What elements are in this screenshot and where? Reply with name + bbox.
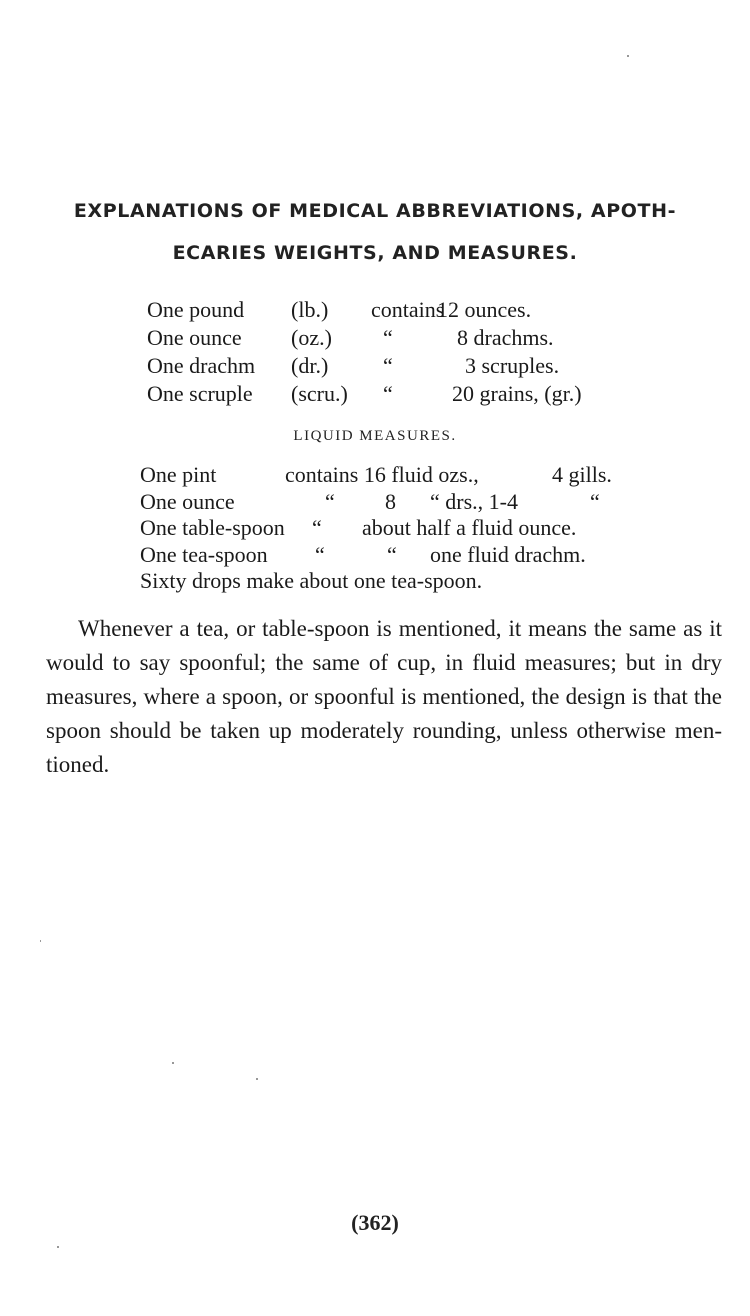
weight-abbr: (dr.) [291, 353, 329, 378]
section-heading-line-2: ECARIES WEIGHTS, AND MEASURES. [172, 242, 578, 264]
weight-abbr: (lb.) [291, 297, 329, 322]
weight-name: One drachm [147, 353, 256, 378]
weight-verb: “ [383, 353, 393, 378]
liquid-quantity: contains 16 fluid ozs., [285, 462, 479, 487]
weight-name: One ounce [147, 325, 242, 350]
liquid-equivalent: 4 gills. [552, 462, 612, 487]
liquid-quantity: about half a fluid ounce. [362, 515, 577, 540]
liquid-note-text: Sixty drops make about one tea-spoon. [140, 568, 483, 593]
scan-speck [57, 1246, 59, 1248]
weight-verb: “ [383, 381, 393, 406]
paragraph-text: Whenever a tea, or table-spoon is mentioned, it means the same as it would to say spoonful; the same of cup, in fluid measures; but in dry measures, where a spoon, or spoonful is mentioned, the design is that the spoon should be taken up moderately rounding, unless otherwise men- tioned. [46, 616, 722, 777]
weight-abbr: (scru.) [291, 381, 348, 406]
ditto-mark: “ [590, 488, 600, 514]
liquid-quantity: one fluid drachm. [430, 541, 586, 567]
weight-qty: 8 drachms. [457, 325, 554, 350]
weight-name: One scruple [147, 381, 253, 406]
scan-speck [172, 1062, 174, 1064]
section-heading-line-1: EXPLANATIONS OF MEDICAL ABBREVIATIONS, APOTH- [73, 200, 677, 222]
ditto-mark: “ [315, 541, 325, 567]
liquid-measures-heading: LIQUID MEASURES. [293, 428, 457, 444]
liquid-name: One pint [140, 462, 217, 487]
spoon-explanation-paragraph [46, 612, 722, 782]
weight-name: One pound [147, 297, 245, 322]
liquid-name: One tea-spoon [140, 541, 268, 567]
liquid-name: One ounce [140, 488, 235, 514]
ditto-mark: “ [325, 488, 335, 514]
scan-speck [40, 940, 41, 942]
weight-qty: 20 grains, (gr.) [452, 381, 582, 406]
ditto-mark: “ [387, 541, 397, 567]
weight-abbr: (oz.) [291, 325, 332, 350]
ditto-mark: “ [312, 515, 322, 540]
weight-qty: 12 ounces. [437, 297, 532, 322]
scan-speck [627, 55, 629, 57]
liquid-quantity: 8 [385, 488, 396, 514]
weight-verb: contains [371, 297, 445, 322]
liquid-name: One table-spoon [140, 515, 285, 540]
liquid-drams: “ drs., 1-4 [430, 488, 518, 514]
page-number: (362) [351, 1210, 399, 1235]
weight-verb: “ [383, 325, 393, 350]
weight-qty: 3 scruples. [465, 353, 560, 378]
scan-speck [256, 1078, 258, 1080]
